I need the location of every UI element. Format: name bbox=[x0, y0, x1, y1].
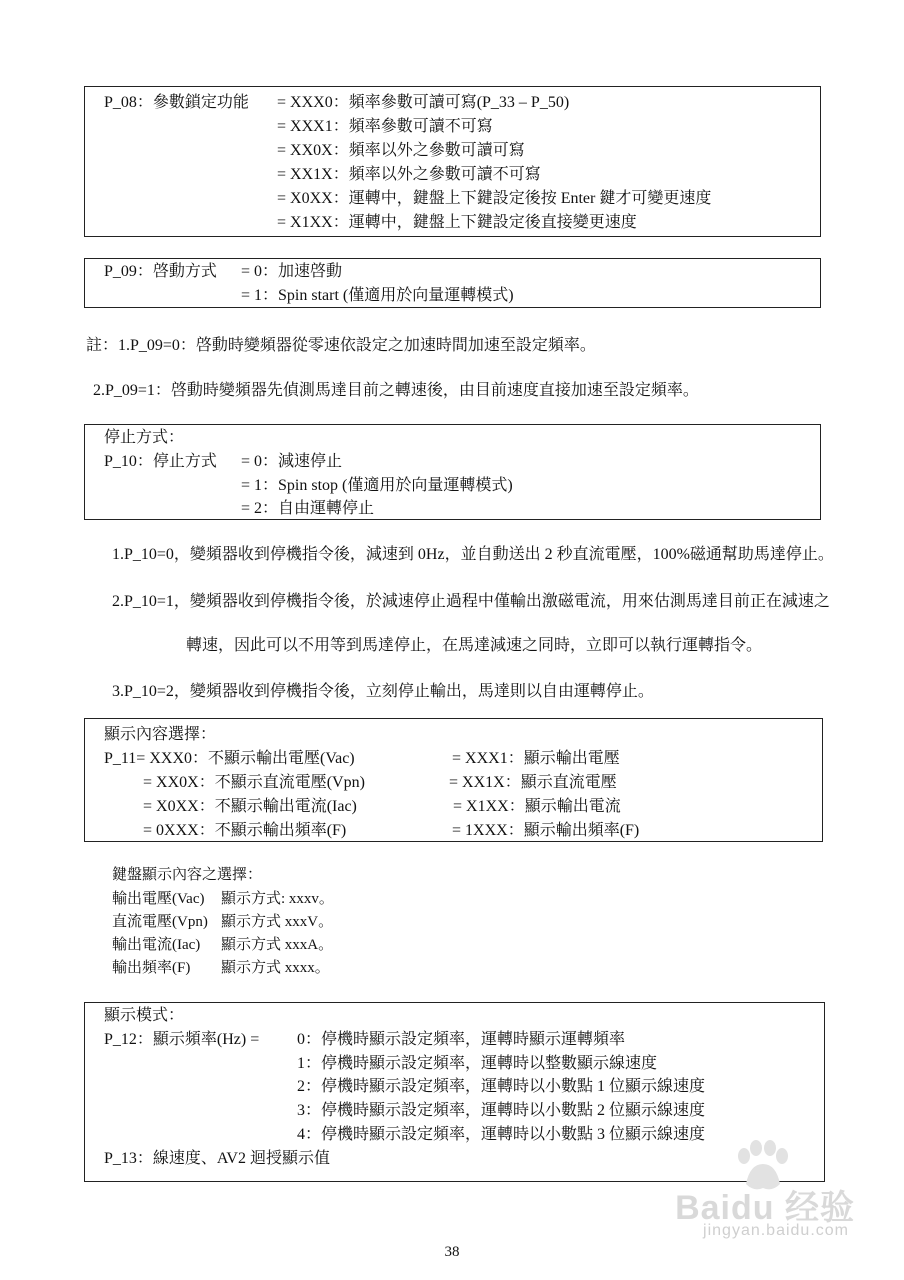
p08-option: = X1XX：運轉中，鍵盤上下鍵設定後直接變更速度 bbox=[277, 214, 637, 231]
p09-label: P_09：啓動方式 bbox=[104, 263, 217, 280]
p10-option: = 1：Spin stop (僅適用於向量運轉模式) bbox=[241, 477, 513, 494]
keypad-row-format: 顯示方式: xxxv。 bbox=[221, 891, 334, 907]
p10-box bbox=[84, 424, 821, 520]
p11-left-row: = XX0X：不顯示直流電壓(Vpn) bbox=[143, 774, 365, 791]
p11-left-row: P_11= XXX0：不顯示輸出電壓(Vac) bbox=[104, 750, 355, 767]
p12-label: P_12：顯示頻率(Hz) = bbox=[104, 1031, 260, 1048]
keypad-row-name: 輸出電壓(Vac) bbox=[112, 891, 205, 907]
p08-option: = X0XX：運轉中，鍵盤上下鍵設定後按 Enter 鍵才可變更速度 bbox=[277, 190, 712, 207]
p10-note: 轉速，因此可以不用等到馬達停止，在馬達減速之同時，立即可以執行運轉指令。 bbox=[186, 637, 763, 654]
p11-right-row: = 1XXX：顯示輸出頻率(F) bbox=[452, 822, 640, 839]
p11-right-row: = XXX1：顯示輸出電壓 bbox=[452, 750, 620, 767]
p11-right-row: = X1XX：顯示輸出電流 bbox=[453, 798, 621, 815]
p08-option: = XX1X：頻率以外之參數可讀不可寫 bbox=[277, 166, 541, 183]
baidu-jingyan-watermark bbox=[640, 1140, 855, 1239]
keypad-row-format: 顯示方式 xxxV。 bbox=[221, 914, 334, 930]
p09-option: = 1：Spin start (僅適用於向量運轉模式) bbox=[241, 287, 514, 304]
p12-option: 4：停機時顯示設定頻率，運轉時以小數點 3 位顯示線速度 bbox=[297, 1126, 706, 1143]
p12-option: 1：停機時顯示設定頻率，運轉時以整數顯示線速度 bbox=[297, 1055, 658, 1072]
p09-note: 2.P_09=1：啓動時變頻器先偵測馬達目前之轉速後，由目前速度直接加速至設定頻率。 bbox=[93, 382, 699, 399]
p12-option: 3：停機時顯示設定頻率，運轉時以小數點 2 位顯示線速度 bbox=[297, 1102, 706, 1119]
keypad-row-format: 顯示方式 xxxA。 bbox=[221, 937, 334, 953]
p10-note: 2.P_10=1，變頻器收到停機指令後，於減速停止過程中僅輸出激磁電流，用來估測馬達目前正在減速之 bbox=[112, 593, 830, 610]
p12-option: 0：停機時顯示設定頻率，運轉時顯示運轉頻率 bbox=[297, 1031, 626, 1048]
keypad-row-name: 直流電壓(Vpn) bbox=[112, 914, 208, 930]
p12-option: 2：停機時顯示設定頻率，運轉時以小數點 1 位顯示線速度 bbox=[297, 1078, 706, 1095]
p10-label: P_10：停止方式 bbox=[104, 453, 217, 470]
p11-left-row: = 0XXX：不顯示輸出頻率(F) bbox=[143, 822, 347, 839]
p10-heading: 停止方式： bbox=[104, 429, 185, 446]
p11-heading: 顯示內容選擇： bbox=[104, 726, 217, 743]
p11-left-row: = X0XX：不顯示輸出電流(Iac) bbox=[143, 798, 357, 815]
keypad-heading: 鍵盤顯示內容之選擇： bbox=[112, 867, 263, 883]
page-number: 38 bbox=[444, 1244, 460, 1260]
p08-option: = XX0X：頻率以外之參數可讀可寫 bbox=[277, 142, 525, 159]
p10-option: = 0：減速停止 bbox=[241, 453, 343, 470]
p09-option: = 0：加速啓動 bbox=[241, 263, 343, 280]
watermark-url: jingyan.baidu.com bbox=[703, 1222, 849, 1239]
p08-option: = XXX0：頻率參數可讀可寫(P_33 – P_50) bbox=[277, 94, 570, 111]
keypad-row-format: 顯示方式 xxxx。 bbox=[221, 960, 330, 976]
p10-note: 3.P_10=2，變頻器收到停機指令後，立刻停止輸出，馬達則以自由運轉停止。 bbox=[112, 683, 654, 700]
p08-option: = XXX1：頻率參數可讀不可寫 bbox=[277, 118, 493, 135]
p08-label: P_08：參數鎖定功能 bbox=[104, 94, 249, 111]
p09-note: 註：1.P_09=0：啓動時變頻器從零速依設定之加速時間加速至設定頻率。 bbox=[86, 337, 596, 354]
p10-option: = 2：自由運轉停止 bbox=[241, 500, 375, 517]
p10-note: 1.P_10=0，變頻器收到停機指令後，減速到 0Hz，並自動送出 2 秒直流電壓，100%磁通幫助馬達停止。 bbox=[112, 546, 834, 563]
p12-heading: 顯示模式： bbox=[104, 1007, 185, 1024]
p11-right-row: = XX1X：顯示直流電壓 bbox=[449, 774, 617, 791]
p13-label: P_13：線速度、AV2 迴授顯示值 bbox=[104, 1150, 330, 1167]
keypad-row-name: 輸出頻率(F) bbox=[112, 960, 191, 976]
watermark-brand: Baidu 经验 bbox=[675, 1189, 855, 1227]
keypad-row-name: 輸出電流(Iac) bbox=[112, 937, 201, 953]
